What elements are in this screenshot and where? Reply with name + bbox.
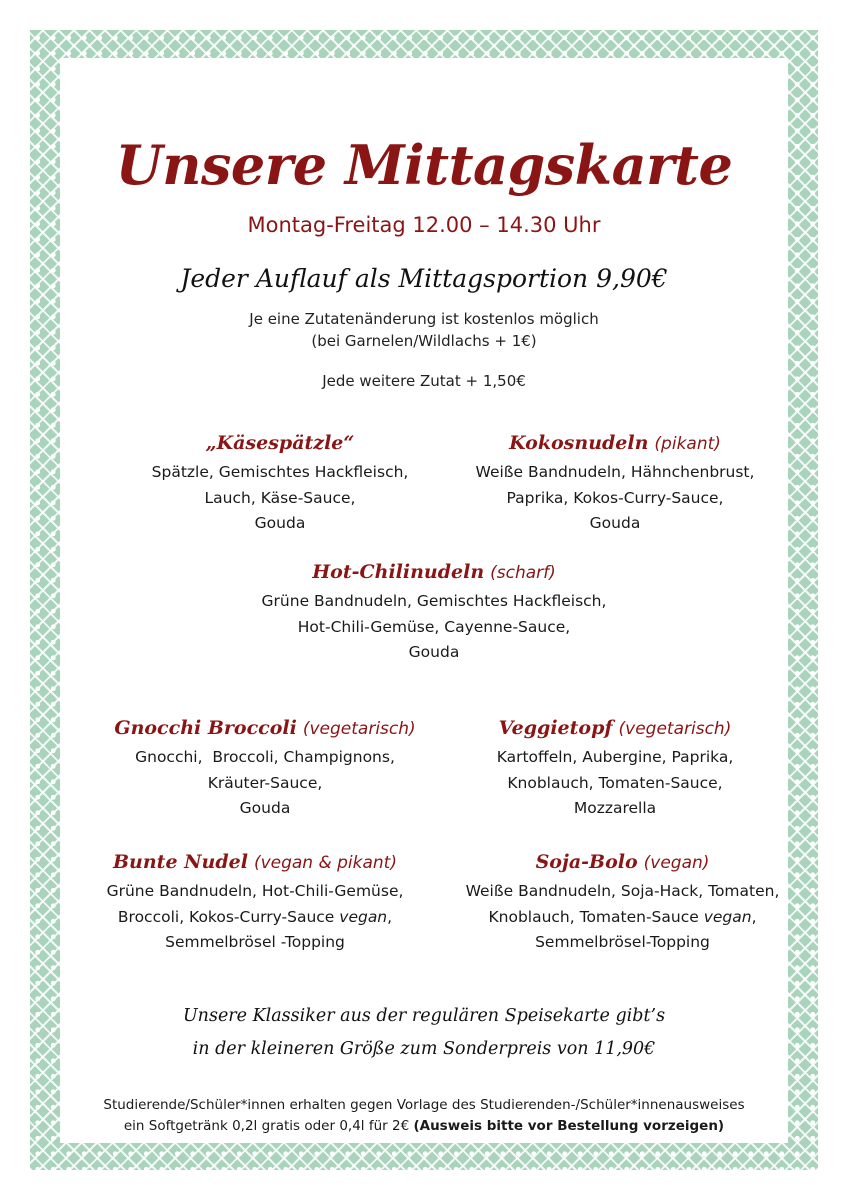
dish-tag: (pikant) [654,434,721,454]
ingredient-line: Paprika, Kokos-Curry-Sauce, [506,488,724,507]
dish-name: Hot-Chilinudeln [312,561,485,583]
dish-ingredients [430,460,800,537]
ingredient-line: Knoblauch, Tomaten-Sauce, [507,773,723,792]
ingredient-line: Lauch, Käse-Sauce, [204,488,356,507]
footer-line: Studierende/Schüler*innen erhalten gegen Vorlage des Studierenden-/Schüler*innenausweises [103,1097,745,1113]
ingredient-text: Broccoli, Kokos-Curry-Sauce [117,907,340,926]
ingredient-line: Spätzle, Gemischtes Hackfleisch, [151,463,409,481]
ingredient-punct: , [751,907,757,926]
dish-name: Soja-Bolo [535,851,638,873]
lunch-offer: Jeder Auflauf als Mittagsportion 9,90€ [180,264,668,293]
dish-name: Gnocchi Broccoli [114,717,297,739]
dish-kokosnudeln [430,432,800,537]
footer-text: ein Softgetränk 0,2l gratis oder 0,4l für 2€ [123,1118,414,1134]
note-extra-ingredient: Jede weitere Zutat + 1,50€ [322,372,526,390]
dish-ingredients [430,879,815,956]
vegan-label: vegan [339,907,388,926]
dish-tag: (vegetarisch) [618,719,732,739]
ingredient-line: Grüne Bandnudeln, Gemischtes Hackfleisch, [261,592,607,610]
dish-veggietopf [445,717,785,822]
dish-bunte-nudel [60,851,450,956]
dish-tag: (vegetarisch) [302,719,416,739]
dish-ingredients [445,745,785,822]
ingredient-line: Semmelbrösel -Topping [165,933,345,951]
ingredient-line: Gouda [239,799,291,817]
dish-name: Bunte Nudel [112,851,248,873]
ingredient-line: Gouda [589,514,641,532]
dish-hot-chilinudeln [224,561,644,666]
ingredient-punct: , [387,907,393,926]
ingredient-line [60,905,450,931]
ingredient-line: Kartoffeln, Aubergine, Paprika, [496,748,734,766]
ingredient-line: Gnocchi, Broccoli, Champignons, [135,748,395,766]
ingredient-line: Gouda [408,643,460,661]
ingredient-line: Kräuter-Sauce, [207,773,323,792]
dish-name: Veggietopf [498,717,613,739]
classics-line: in der kleineren Größe zum Sonderpreis von 11,90€ [192,1039,656,1059]
vegan-label: vegan [703,907,752,926]
ingredient-line: Gouda [254,514,306,532]
dish-soja-bolo [430,851,815,956]
dish-gnocchi-broccoli [80,717,450,822]
dish-tag: (vegan & pikant) [253,853,397,873]
dish-ingredients [60,879,450,956]
classics-line: Unsere Klassiker aus der regulären Speisekarte gibt’s [182,1006,666,1026]
ingredient-line: Hot-Chili-Gemüse, Cayenne-Sauce, [297,617,571,636]
classics-note [0,1000,848,1066]
ingredient-line: Mozzarella [573,799,657,817]
footer-bold-note: (Ausweis bitte vor Bestellung vorzeigen) [413,1118,725,1134]
dish-name: Kokosnudeln [509,432,649,454]
student-discount-note [0,1095,848,1137]
note-change-free: Je eine Zutatenänderung ist kostenlos möglich [249,310,599,328]
ingredient-line: Weiße Bandnudeln, Soja-Hack, Tomaten, [465,882,780,900]
footer-line [0,1116,848,1137]
dish-tag: (vegan) [643,853,710,873]
dish-ingredients [80,745,450,822]
ingredient-line [430,905,815,931]
dish-ingredients [90,460,470,537]
dish-ingredients [224,589,644,666]
note-surcharge: (bei Garnelen/Wildlachs + 1€) [311,332,537,350]
page-title: Unsere Mittagskarte [115,133,733,197]
ingredient-text: Knoblauch, Tomaten-Sauce [488,907,704,926]
dish-tag: (scharf) [490,563,556,583]
opening-hours: Montag-Freitag 12.00 – 14.30 Uhr [247,213,601,237]
ingredient-line: Semmelbrösel-Topping [535,933,710,951]
ingredient-line: Grüne Bandnudeln, Hot-Chili-Gemüse, [106,882,404,900]
dish-name: „Käsespätzle“ [205,432,355,454]
dish-kaesespaetzle [90,432,470,537]
ingredient-line: Weiße Bandnudeln, Hähnchenbrust, [475,463,755,481]
